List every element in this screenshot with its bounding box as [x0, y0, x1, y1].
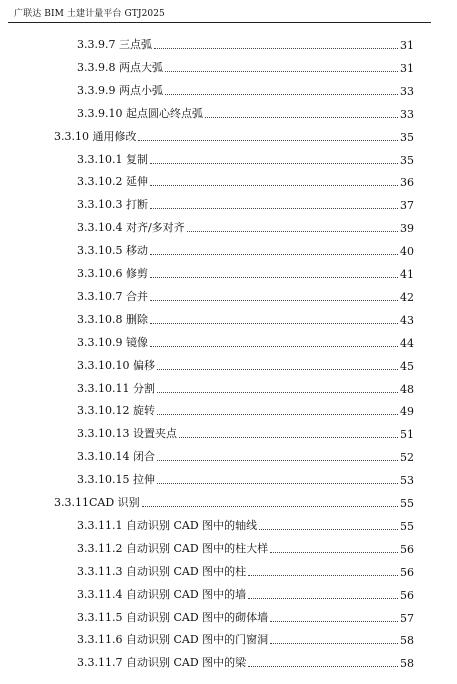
dot-leader: [157, 452, 398, 461]
toc-entry-page: 45: [400, 359, 414, 373]
dot-leader: [270, 613, 398, 622]
dot-leader: [248, 567, 398, 576]
toc-entry-page: 41: [400, 268, 414, 281]
toc-entry[interactable]: [77, 425, 414, 441]
dot-leader: [154, 40, 398, 49]
toc-entry[interactable]: [77, 311, 414, 327]
toc-entry-page: 31: [400, 61, 414, 75]
toc-entry-label: 3.3.10.3 打断: [77, 198, 148, 212]
toc-entry-page: 55: [400, 519, 414, 533]
toc-entry-label: 3.3.9.8 两点大弧: [77, 60, 163, 74]
dot-leader: [270, 635, 398, 644]
toc-entry-label: 3.3.11.3 自动识别 CAD 图中的柱: [77, 564, 247, 578]
toc-entry-label: 3.3.10.12 旋转: [77, 404, 155, 418]
toc-entry-label: 3.3.9.10 起点圆心终点弧: [77, 106, 203, 120]
toc-entry[interactable]: [77, 563, 414, 579]
toc-entry-label: 3.3.10 通用修改: [54, 129, 137, 143]
toc-entry[interactable]: [77, 242, 414, 258]
toc-entry[interactable]: [77, 265, 414, 281]
toc-entry-page: 51: [400, 428, 414, 442]
toc-entry[interactable]: [77, 59, 414, 75]
toc-entry-label: 3.3.11CAD 识别: [54, 496, 140, 509]
toc-entry[interactable]: [77, 471, 414, 487]
toc-entry-label: 3.3.10.11 分割: [77, 381, 155, 395]
toc-entry-label: 3.3.11.4 自动识别 CAD 图中的墙: [77, 587, 247, 601]
dot-leader: [157, 361, 398, 370]
toc-entry[interactable]: [77, 288, 414, 304]
toc-entry[interactable]: [77, 402, 414, 418]
dot-leader: [150, 177, 398, 186]
toc-entry-label: 3.3.10.2 延伸: [77, 175, 148, 189]
header-rule: [8, 22, 431, 23]
dot-leader: [150, 338, 398, 347]
dot-leader: [150, 246, 398, 255]
toc-entry-label: 3.3.10.14 闭合: [77, 450, 155, 464]
toc-entry[interactable]: [77, 357, 414, 373]
toc-entry[interactable]: [77, 631, 414, 647]
toc-entry[interactable]: [54, 128, 414, 144]
toc-entry-page: 33: [400, 84, 414, 98]
toc-entry-label: 3.3.11.6 自动识别 CAD 图中的门窗洞: [77, 633, 269, 647]
toc-entry-label: 3.3.10.6 修剪: [77, 267, 148, 280]
toc-entry-page: 56: [400, 565, 414, 579]
toc-entry-page: 35: [400, 153, 414, 167]
toc-entry[interactable]: [77, 609, 414, 625]
toc-entry[interactable]: [77, 517, 414, 533]
toc-entry-page: 57: [400, 611, 414, 625]
dot-leader: [157, 406, 398, 415]
dot-leader: [259, 521, 398, 530]
toc-entry-label: 3.3.10.9 镜像: [77, 335, 148, 349]
dot-leader: [150, 292, 398, 301]
toc-entry-page: 53: [400, 474, 414, 488]
toc-entry-page: 55: [400, 497, 414, 510]
toc-entry-label: 3.3.9.7 三点弧: [77, 38, 152, 51]
dot-leader: [150, 200, 398, 209]
toc-entry[interactable]: [77, 36, 414, 52]
toc-entry[interactable]: [77, 173, 414, 189]
toc-entry-page: 31: [400, 39, 414, 52]
toc-entry-page: 40: [400, 245, 414, 259]
toc-entry-label: 3.3.10.15 拉伸: [77, 473, 155, 487]
toc-entry-page: 49: [400, 405, 414, 419]
dot-leader: [165, 63, 398, 72]
toc-entry[interactable]: [77, 151, 414, 167]
page-header: 广联达 BIM 土建计量平台 GTJ2025: [14, 9, 165, 19]
dot-leader: [248, 658, 398, 667]
toc-entry-page: 39: [400, 222, 414, 236]
dot-leader: [150, 315, 398, 324]
dot-leader: [150, 155, 398, 164]
toc-entry[interactable]: [77, 380, 414, 396]
dot-leader: [142, 498, 398, 507]
toc-entry-label: 3.3.11.5 自动识别 CAD 图中的砌体墙: [77, 610, 269, 624]
toc-entry-label: 3.3.10.1 复制: [77, 152, 148, 166]
dot-leader: [187, 223, 398, 232]
toc-entry-label: 3.3.11.7 自动识别 CAD 图中的梁: [77, 656, 247, 670]
toc-entry[interactable]: [77, 540, 414, 556]
toc-entry-label: 3.3.10.4 对齐/多对齐: [77, 221, 185, 235]
toc-entry-page: 35: [400, 130, 414, 144]
toc-entry-page: 37: [400, 199, 414, 213]
toc-entry[interactable]: [77, 105, 414, 121]
toc-entry-label: 3.3.11.2 自动识别 CAD 图中的柱大样: [77, 541, 269, 555]
dot-leader: [248, 590, 398, 599]
dot-leader: [150, 269, 398, 278]
toc-entry-label: 3.3.10.13 设置夹点: [77, 427, 177, 441]
toc-entry-page: 42: [400, 290, 414, 304]
toc-entry-page: 56: [400, 542, 414, 556]
toc-entry-page: 48: [400, 382, 414, 396]
dot-leader: [205, 109, 398, 118]
toc-entry-label: 3.3.10.10 偏移: [77, 358, 155, 372]
toc-entry-label: 3.3.9.9 两点小弧: [77, 83, 163, 97]
toc-entry-page: 36: [400, 176, 414, 190]
toc-entry-label: 3.3.10.5 移动: [77, 244, 148, 258]
toc-entry-label: 3.3.11.1 自动识别 CAD 图中的轴线: [77, 518, 258, 532]
toc-entry-page: 52: [400, 451, 414, 465]
toc-entry[interactable]: [54, 494, 414, 510]
dot-leader: [157, 475, 398, 484]
toc-entry-page: 56: [400, 588, 414, 602]
toc-entry-label: 3.3.10.7 合并: [77, 289, 148, 303]
toc-entry-label: 3.3.10.8 删除: [77, 312, 148, 326]
toc-entry[interactable]: [77, 586, 414, 602]
toc-entry-page: 44: [400, 336, 414, 350]
toc-entry-page: 33: [400, 107, 414, 121]
toc-entry[interactable]: [77, 219, 414, 235]
toc-entry[interactable]: [77, 82, 414, 98]
toc-entry[interactable]: [77, 196, 414, 212]
dot-leader: [165, 86, 398, 95]
toc-entry[interactable]: [77, 448, 414, 464]
dot-leader: [179, 429, 398, 438]
toc-entry-page: 58: [400, 634, 414, 648]
dot-leader: [138, 132, 398, 141]
dot-leader: [270, 544, 398, 553]
toc-entry-page: 58: [400, 657, 414, 671]
toc-entry[interactable]: [77, 334, 414, 350]
dot-leader: [157, 384, 398, 393]
toc-entry[interactable]: [77, 654, 414, 670]
toc-entry-page: 43: [400, 313, 414, 327]
